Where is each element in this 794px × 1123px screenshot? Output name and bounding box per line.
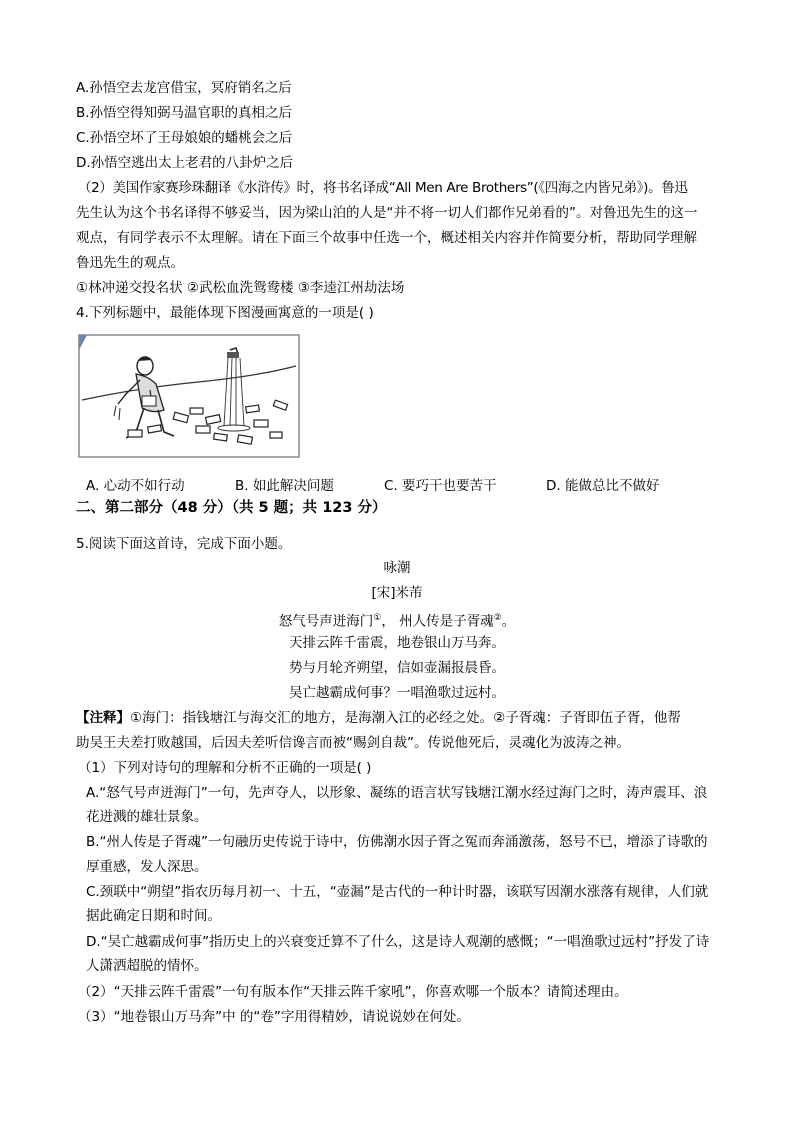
q4-stem: 4.下列标题中，最能体现下图漫画寓意的一项是( )	[76, 305, 374, 321]
q5-sub1-option-b-cont: 厚重感，发人深思。	[86, 859, 208, 875]
q3-option-c: C.孙悟空坏了王母娘娘的蟠桃会之后	[76, 130, 293, 146]
poem-line-1: 怒气号声迸海门①， 州人传是子胥魂②。	[278, 613, 516, 630]
poem-title: 咏潮	[383, 560, 411, 576]
poem-author: [宋]米芾	[371, 585, 423, 601]
q5-stem: 5.阅读下面这首诗，完成下面小题。	[76, 536, 292, 552]
q5-sub2: （2）“天排云阵千雷震”一句有版本作“天排云阵千家吼”，你喜欢哪一个版本？请简述理由。	[78, 984, 628, 1000]
q5-sub3: （3）“地卷银山万马奔”中 的“卷”字用得精妙，请说说妙在何处。	[78, 1009, 470, 1025]
q3-option-b: B.孙悟空得知弼马温官职的真相之后	[76, 105, 293, 121]
q4-option-a: A. 心动不如行动	[86, 478, 185, 494]
q3-part2-line-3: 观点，有同学表示不太理解。请在下面三个故事中任选一个，概述相关内容并作简要分析，帮助同学理解	[76, 230, 697, 246]
q5-sub1-option-c-cont: 据此确定日期和时间。	[86, 908, 221, 924]
q3-part2-line-4: 鲁迅先生的观点。	[76, 255, 184, 271]
q5-sub1-stem: （1）下列对诗句的理解和分析不正确的一项是( )	[78, 760, 372, 776]
q3-part2-line-2: 先生认为这个书名译得不够妥当，因为梁山泊的人是“并不将一切人们都作兄弟看的”。对鲁迅先生的这一	[76, 205, 698, 221]
q5-sub1-option-d-cont: 人潇洒超脱的情怀。	[86, 958, 208, 974]
poem-notes-cont: 助吴王夫差打败越国，后因夫差听信谗言而被“赐剑自裁”。传说他死后，灵魂化为波涛之神。	[76, 735, 630, 751]
q3-part2-line-1: （2）美国作家赛珍珠翻译《水浒传》时，将书名译成“All Men Are Brothers”(《四海之内皆兄弟》)。鲁迅	[78, 180, 688, 196]
poem-line-2: 天排云阵千雷震，地卷银山万马奔。	[289, 635, 505, 651]
q5-sub1-option-a-cont: 花迸溅的雄壮景象。	[86, 809, 208, 825]
poem-notes: 【注释】①海门：指钱塘江与海交汇的地方，是海潮入江的必经之处。②子胥魂：子胥即伍子胥，他帮	[76, 710, 681, 726]
q5-sub1-option-d: D.“吴亡越霸成何事”指历史上的兴衰变迁算不了什么，这是诗人观潮的感慨；“一唱渔歌过远村”抒发了诗	[86, 934, 710, 950]
q3-option-a: A.孙悟空去龙宫借宝，冥府销名之后	[76, 80, 292, 96]
q4-option-c: C. 要巧干也要苦干	[384, 478, 497, 494]
q3-story-choices: ①林冲递交投名状 ②武松血洗鸳鸯楼 ③李逵江州劫法场	[76, 280, 405, 296]
cartoon-illustration	[78, 334, 300, 458]
q4-option-d: D. 能做总比不做好	[546, 478, 660, 494]
q4-option-b: B. 如此解决问题	[235, 478, 334, 494]
q5-sub1-option-a: A.“怒气号声迸海门”一句，先声夺人，以形象、凝练的语言状写钱塘江潮水经过海门之时，涛声震耳、浪	[86, 785, 708, 801]
q5-sub1-option-c: C.颈联中“朔望”指农历每月初一、十五，“壶漏”是古代的一种计时器，该联写因潮水涨落有规律，人们就	[86, 884, 709, 900]
poem-line-3: 势与月轮齐朔望，信如壶漏报晨昏。	[289, 660, 505, 676]
section-2-heading: 二、第二部分（48 分）（共 5 题；共 123 分）	[76, 500, 387, 516]
poem-line-4: 吴亡越霸成何事？一唱渔歌过远村。	[289, 685, 505, 701]
q5-sub1-option-b: B.“州人传是子胥魂”一句融历史传说于诗中，仿佛潮水因子胥之冤而奔涌激荡，怒号不已，增添了诗歌的	[86, 834, 708, 850]
q3-option-d: D.孙悟空逃出太上老君的八卦炉之后	[76, 155, 294, 171]
